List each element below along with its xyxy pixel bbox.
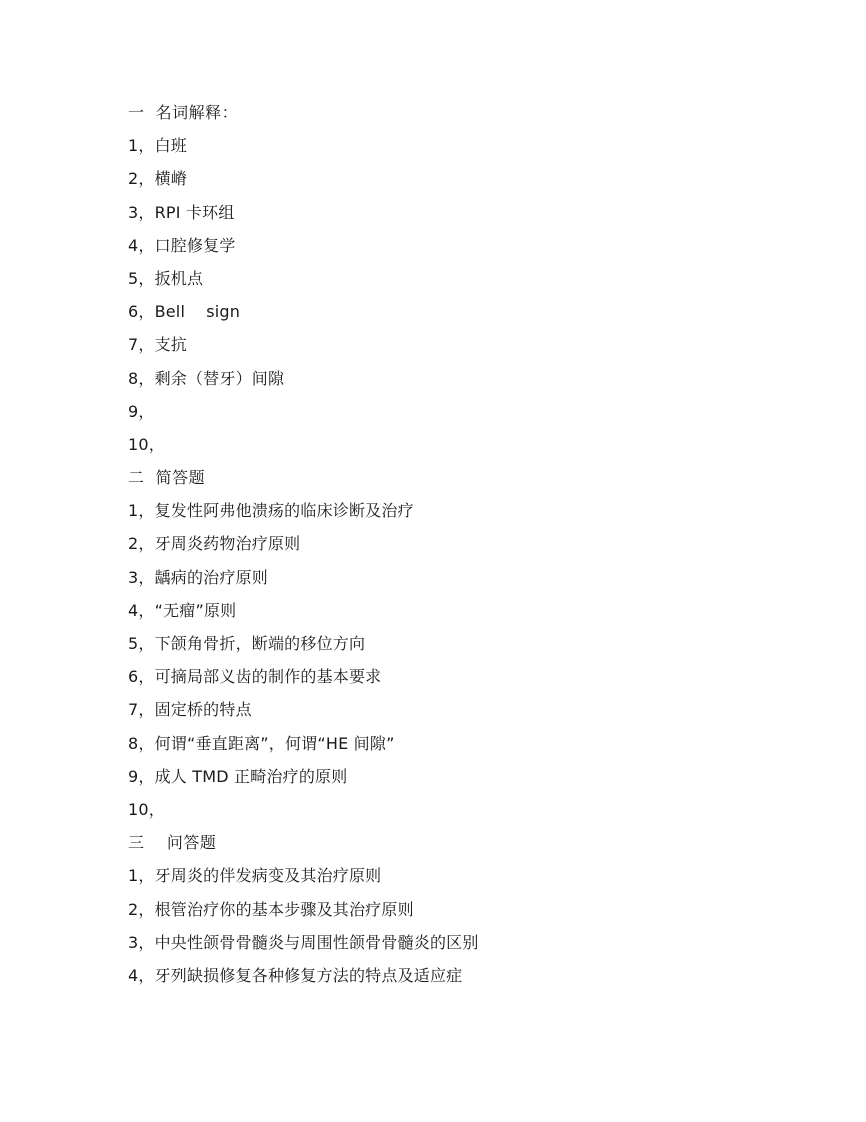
- list-item: 6，可摘局部义齿的制作的基本要求: [128, 667, 382, 687]
- list-item: 4，“无瘤”原则: [128, 600, 237, 620]
- list-item: 7，支抗: [128, 335, 187, 355]
- list-item: 7，固定桥的特点: [128, 700, 252, 720]
- list-item: 8，何谓“垂直距离”，何谓“HE 间隙”: [128, 733, 395, 753]
- document-page: [128, 100, 748, 996]
- list-item: 9，: [128, 401, 155, 421]
- list-item: 3，中央性颌骨骨髓炎与周围性颌骨骨髓炎的区别: [128, 932, 479, 952]
- list-item: 1，牙周炎的伴发病变及其治疗原则: [128, 866, 382, 886]
- section-heading-short-answer: 二 简答题: [128, 468, 206, 488]
- section-heading-essay: 三 问答题: [128, 833, 217, 853]
- list-item: 3，龋病的治疗原则: [128, 567, 268, 587]
- list-item: 8，剩余（替牙）间隙: [128, 368, 285, 388]
- list-item: 10，: [128, 799, 165, 819]
- list-item: 2，牙周炎药物治疗原则: [128, 534, 301, 554]
- list-item: 6，Bell sign: [128, 302, 241, 322]
- list-item: 3，RPI 卡环组: [128, 202, 235, 222]
- list-item: 10，: [128, 434, 165, 454]
- list-item: 4，口腔修复学: [128, 235, 236, 255]
- list-item: 5，扳机点: [128, 268, 204, 288]
- list-item: 4，牙列缺损修复各种修复方法的特点及适应症: [128, 965, 463, 985]
- list-item: 2，横嵴: [128, 169, 187, 189]
- section-heading-terms: 一 名词解释：: [128, 103, 239, 122]
- list-item: 1，复发性阿弗他溃疡的临床诊断及治疗: [128, 501, 414, 521]
- list-item: 9，成人 TMD 正畸治疗的原则: [128, 766, 348, 786]
- list-item: 5，下颌角骨折，断端的移位方向: [128, 634, 366, 653]
- list-item: 2，根管治疗你的基本步骤及其治疗原则: [128, 899, 414, 919]
- list-item: 1，白班: [128, 136, 187, 156]
